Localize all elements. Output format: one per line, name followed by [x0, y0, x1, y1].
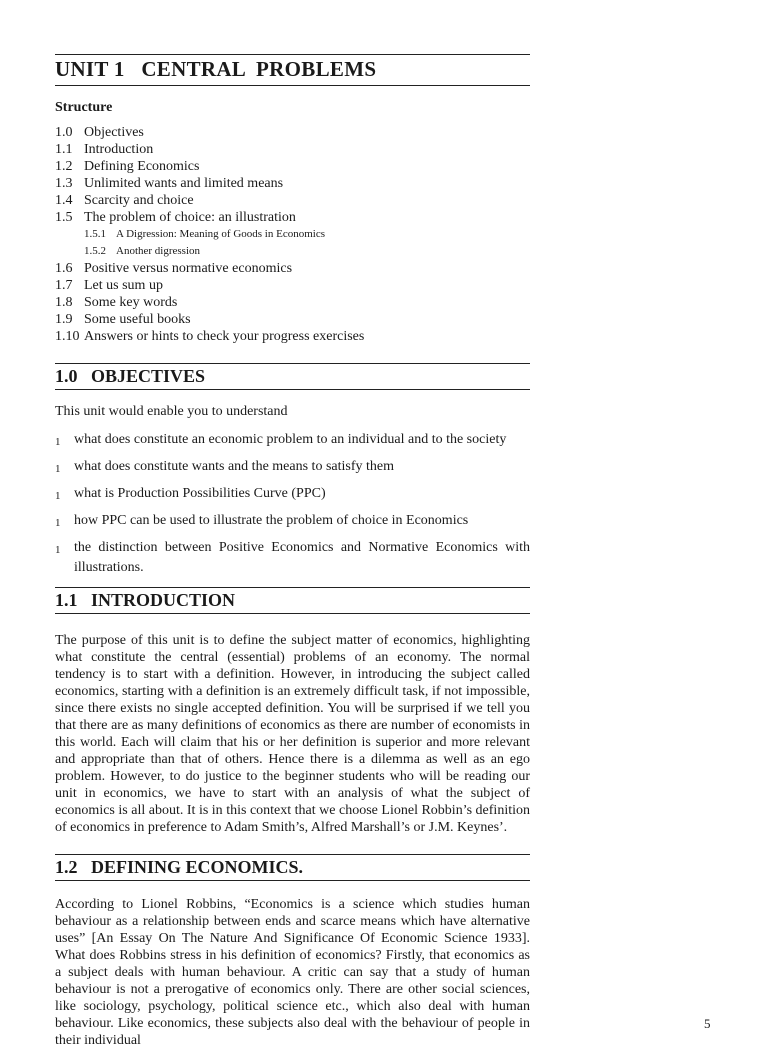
- objective-bullet: [55, 538, 530, 578]
- introduction-heading: 1.1 INTRODUCTION: [55, 587, 530, 614]
- objective-text: the distinction between Positive Economics and Normative Economics with illustrations.: [74, 540, 530, 575]
- objective-text: what does constitute wants and the means to satisfy them: [74, 459, 394, 474]
- introduction-body: The purpose of this unit is to define the subject matter of economics, highlighting what constitute the central (essential) problems of an economy. The normal tendency is to start with a definition. However, in introducing the subject called economics, starting with a definition is an extremely difficult task, if not impossible, since there exists no single accepted definition. You will be surprised if we tell you that there are as many definitions of economics as there are number of economists in this world. Each will claim that his or her definition is superior and more relevant and appropriate than that of others. Hence there is a dilemma as well as an ego problem. However, to do justice to the beginner students who will be reading our unit in economics, we have to start with an analysis of what the subject of economics is all about. It is in this context that we choose Lionel Robbin’s definition of economics in preference to Adam Smith’s, Alfred Marshall’s or J.M. Keynes’.: [55, 633, 530, 835]
- toc-item: [55, 260, 530, 277]
- toc-text: Objectives: [84, 125, 144, 140]
- toc-text: Answers or hints to check your progress exercises: [84, 329, 365, 344]
- toc-number: 1.2: [55, 159, 73, 174]
- toc-number: 1.0: [55, 125, 73, 140]
- objective-text: what is Production Possibilities Curve (PPC): [74, 486, 326, 501]
- structure-label: Structure: [55, 100, 113, 115]
- toc-item: [55, 209, 530, 226]
- toc-item: [55, 311, 530, 328]
- defining-economics-heading: 1.2 DEFINING ECONOMICS.: [55, 854, 530, 881]
- table-of-contents: [55, 124, 530, 345]
- toc-number: 1.5: [55, 210, 73, 225]
- objective-text: what does constitute an economic problem to an individual and to the society: [74, 432, 507, 447]
- bullet-marker: 1: [55, 517, 61, 529]
- toc-number: 1.6: [55, 261, 73, 276]
- objectives-heading: 1.0 OBJECTIVES: [55, 363, 530, 390]
- bullet-marker: 1: [55, 544, 61, 556]
- toc-text: Introduction: [84, 142, 154, 157]
- toc-number: 1.5.1: [84, 228, 106, 240]
- bullet-marker: 1: [55, 436, 61, 448]
- toc-number: 1.3: [55, 176, 73, 191]
- document-page: [55, 54, 530, 1049]
- objective-bullet: [55, 484, 530, 506]
- toc-text: Positive versus normative economics: [84, 261, 293, 276]
- toc-number: 1.5.2: [84, 245, 106, 257]
- toc-item: [55, 328, 530, 345]
- toc-text: Some key words: [84, 295, 178, 310]
- toc-subitem: [55, 243, 530, 260]
- objective-bullet: [55, 457, 530, 479]
- page-number: 5: [704, 1016, 711, 1031]
- toc-item: [55, 294, 530, 311]
- toc-text: Some useful books: [84, 312, 191, 327]
- toc-item: [55, 277, 530, 294]
- toc-text: Scarcity and choice: [84, 193, 194, 208]
- toc-text: Defining Economics: [84, 159, 200, 174]
- objective-bullet: [55, 511, 530, 533]
- objective-text: how PPC can be used to illustrate the problem of choice in Economics: [74, 513, 469, 528]
- toc-subitem: [55, 226, 530, 243]
- bullet-marker: 1: [55, 490, 61, 502]
- toc-text: Another digression: [116, 245, 201, 257]
- bullet-marker: 1: [55, 463, 61, 475]
- objectives-list: [55, 430, 530, 578]
- unit-title: UNIT 1 CENTRAL PROBLEMS: [55, 54, 530, 86]
- toc-number: 1.9: [55, 312, 73, 327]
- toc-text: Unlimited wants and limited means: [84, 176, 284, 191]
- toc-number: 1.1: [55, 142, 73, 157]
- toc-text: A Digression: Meaning of Goods in Economics: [116, 228, 325, 240]
- toc-item: [55, 158, 530, 175]
- toc-item: [55, 141, 530, 158]
- toc-number: 1.7: [55, 278, 73, 293]
- toc-text: The problem of choice: an illustration: [84, 210, 296, 225]
- toc-item: [55, 192, 530, 209]
- toc-item: [55, 175, 530, 192]
- toc-number: 1.10: [55, 329, 80, 344]
- objective-bullet: [55, 430, 530, 452]
- toc-text: Let us sum up: [84, 278, 163, 293]
- objectives-intro: This unit would enable you to understand: [55, 404, 288, 419]
- toc-item: [55, 124, 530, 141]
- toc-number: 1.4: [55, 193, 73, 208]
- defining-economics-body: According to Lionel Robbins, “Economics is a science which studies human behaviour as a relationship between ends and scarce means which have alternative uses” [An Essay On The Nature And Significance Of Economic Science 1933]. What does Robbins stress in his definition of economics? Firstly, that economics as a subject deals with human behaviour. A critic can say that a study of human behaviour is not a prerogative of economics only. There are other social sciences, like sociology, psychology, political science etc., which also deal with human behaviour. Like economics, these subjects also deal with the behaviour of people in their individual: [55, 897, 530, 1048]
- toc-number: 1.8: [55, 295, 73, 310]
